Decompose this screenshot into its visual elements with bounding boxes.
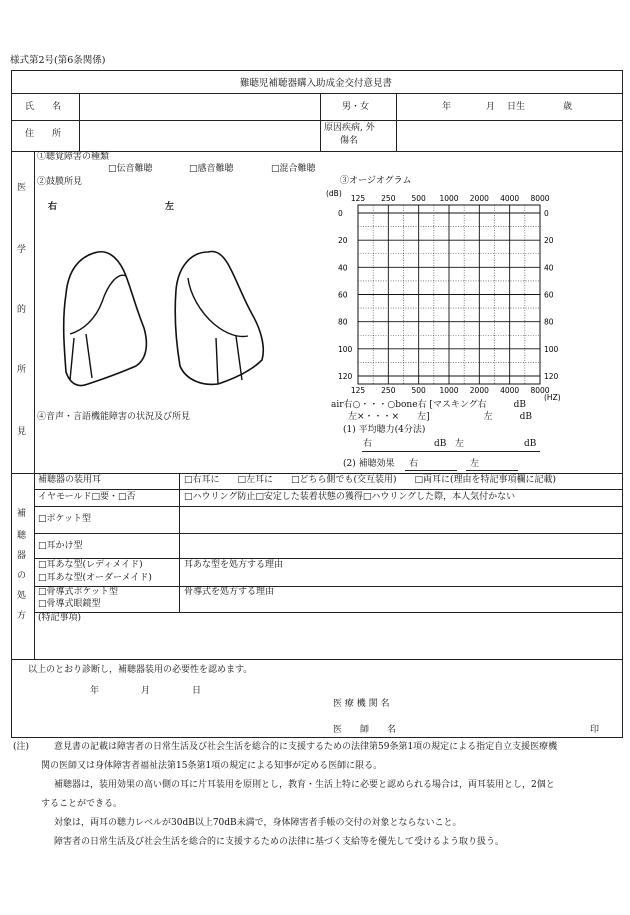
audiogram-level-right: 20 [544,236,554,246]
sex-field[interactable]: 男・女 [342,102,370,112]
age-label: 歳 [563,102,573,112]
audiogram-freq-top: 1000 [439,194,459,203]
audiogram-freq-top: 8000 [530,194,550,203]
audiogram-legend-1: air右○・・・○bone右 [マスキング右 dB [331,400,527,410]
bc-reason-label: 骨導式を処方する理由 [184,587,275,597]
audiogram-level-left: 0 [338,209,343,218]
earmold-label[interactable]: イヤモールド□要・□否 [38,492,136,502]
earmold-options[interactable]: □ハウリング防止□安定した装着状態の獲得□ハウリングした際，本人気付かない [184,492,516,502]
audiogram-freq-top: 4000 [500,194,520,203]
audiogram-level-right: 80 [544,317,554,327]
seal-mark: 印 [590,725,600,735]
audiogram-level-left: 100 [338,344,353,354]
pta-db-label-2: dB [524,439,537,449]
diagnosis-year: 年 [90,686,100,696]
bc-pocket-checkbox[interactable]: □骨導式ポケット型 [38,587,119,597]
ear-hook-checkbox[interactable]: □耳かけ型 [38,541,83,551]
audiogram-db-label: (dB) [326,189,342,198]
conductive-checkbox[interactable]: □伝音難聴 [108,164,153,174]
mixed-checkbox[interactable]: □混合難聴 [271,164,316,174]
wear-ear-options[interactable]: □右耳に □左耳に □どちら側でも(交互装用) □両耳に(理由を特記事項欄に記載) [184,475,557,485]
eardrum-left-label: 左 [165,202,175,212]
audiogram-level-left: 120 [338,372,353,381]
eardrum-heading: ②鼓膜所見 [37,177,83,187]
bc-glasses-checkbox[interactable]: □骨導式眼鏡型 [38,599,101,609]
birth-month-label: 月 [486,102,496,112]
audiogram-freq-top: 250 [381,194,396,203]
audiogram-level-right: 40 [544,263,554,273]
audiogram-freq-bottom: 250 [381,386,396,395]
effect-right-label: 右 [409,459,419,469]
aid-side-4: の [17,571,27,581]
note-2-line-1: 補聴器は，装用効果の高い側の耳に片耳装用を原則とし，教育・生活上特に必要と認められる場合は，両耳装用とし，2個と [54,780,555,790]
hearing-type-heading: ①聴覚障害の種類 [37,152,110,162]
audiogram-freq-bottom: 8000 [530,386,550,395]
medical-side-5: 見 [17,427,27,437]
pta-right-label: 右 [363,439,373,449]
diagnosis-month: 月 [141,686,151,696]
institution-label: 医 療 機 関 名 [333,699,390,709]
audiogram-level-right: 0 [544,209,549,218]
audiogram-level-right: 60 [544,290,554,300]
pta-heading: (1) 平均聴力(4分法) [343,425,426,435]
name-label: 氏 名 [25,102,62,112]
effect-left-label: 左 [470,459,480,469]
address-label: 住 所 [25,129,62,139]
audiogram-freq-bottom: 125 [350,386,366,395]
audiogram-heading: ③オージオグラム [340,176,412,186]
note-1-line-1: 意見書の記載は障害者の日常生活及び社会生活を総合的に支援するための法律第59条第1項の規定による指定自立支援医療機 [54,742,558,752]
wear-ear-label: 補聴器の装用耳 [38,475,102,485]
form-number: 様式第2号(第6条関係) [10,55,106,66]
cause-label-2: 傷名 [340,136,359,146]
eardrum-right-label: 右 [48,202,58,212]
medical-side-1: 医 [17,183,27,193]
medical-side-4: 所 [17,365,27,375]
audiogram-freq-bottom: 1000 [439,386,459,395]
audiogram-freq-top: 2000 [469,194,489,203]
note-4: 障害者の日常生活及び社会生活を総合的に支援するための法律に基づく支給等を優先して受けるよう取り扱う。 [54,837,505,847]
diagnosis-statement: 以上のとおり診断し，補聴器装用の必要性を認めます。 [28,665,253,675]
doctor-label: 医 師 名 [333,725,397,735]
audiogram-chart [322,186,582,410]
note-3: 対象は，両耳の聴力レベルが30dB以上70dB未満で，身体障害者手帳の交付の対象とならないこと。 [54,818,462,828]
audiogram-level-left: 80 [338,317,348,327]
sensorineural-checkbox[interactable]: □感音難聴 [189,164,234,174]
audiogram-level-left: 40 [338,263,348,273]
ite-reason-label: 耳あな型を処方する理由 [184,560,284,570]
ite-custom-checkbox[interactable]: □耳あな型(オーダーメイド) [38,573,152,583]
medical-side-2: 学 [17,245,27,255]
audiogram-freq-top: 500 [411,194,426,203]
form-title: 難聴児補聴器購入助成金交付意見書 [239,78,392,89]
pta-db-label: dB [434,439,447,449]
special-notes-label: (特記事項) [38,613,82,623]
speech-heading: ④音声・言語機能障害の状況及び所見 [37,412,191,422]
pta-underline [362,451,540,452]
aid-side-3: 器 [17,551,27,561]
aid-side-2: 聴 [17,531,27,541]
cause-label-1: 原因疾病, 外 [324,123,375,133]
birth-day-label: 日生 [507,102,526,112]
effect-right-line[interactable] [405,470,457,471]
audiogram-freq-bottom: 4000 [500,386,520,395]
effect-left-line[interactable] [466,470,518,471]
note-2-line-2: することができる。 [41,799,123,809]
audiogram-freq-bottom: 2000 [469,386,489,395]
aid-side-1: 補 [17,509,27,519]
pta-left-label: 左 [455,439,465,449]
audiogram-level-left: 60 [338,290,348,300]
medical-side-3: 的 [17,305,27,315]
aid-side-6: 方 [17,611,27,621]
audiogram-freq-bottom: 500 [411,386,426,395]
audiogram-freq-top: 125 [350,194,366,203]
audiogram-legend-2: 左×・・・× 左] 左 dB [348,412,532,422]
effect-heading: (2) 補聴効果 [343,459,395,469]
birth-year-label: 年 [442,102,452,112]
audiogram-hz-label: (HZ) [544,393,561,402]
audiogram-level-right: 120 [544,372,559,381]
aid-side-5: 処 [17,591,27,601]
pocket-type-checkbox[interactable]: □ポケット型 [38,514,92,524]
audiogram-level-right: 100 [544,344,559,354]
ite-ready-checkbox[interactable]: □耳あな型(レディメイド) [38,560,143,570]
audiogram-level-left: 20 [338,236,348,246]
note-1-line-2: 関の医師又は身体障害者福祉法第15条第1項の規定による知事が定める医師に限る。 [41,761,383,771]
eardrum-drawing [40,238,300,393]
notes-label: (注) [13,742,30,752]
diagnosis-day: 日 [192,686,202,696]
